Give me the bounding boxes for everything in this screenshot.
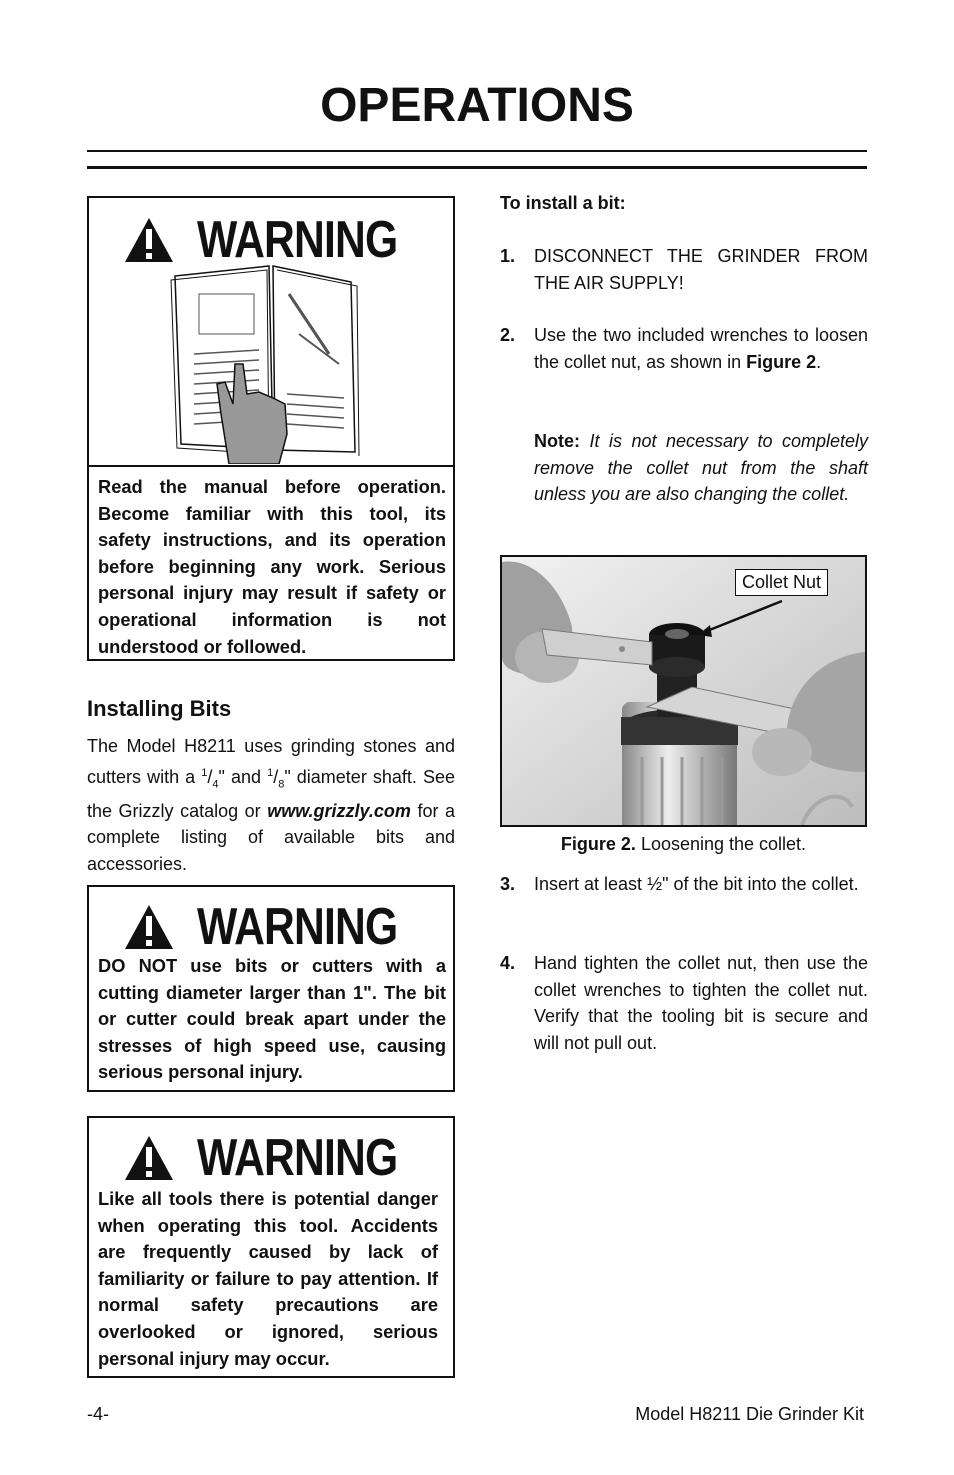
step-item xyxy=(500,243,868,296)
fraction: ½ xyxy=(647,874,663,894)
note-label: Note: xyxy=(534,431,580,451)
step-number: 4. xyxy=(500,953,516,973)
warning-triangle-icon xyxy=(123,903,175,951)
para-text: for a complete listing of available bits and accessories. xyxy=(87,800,455,874)
note-text xyxy=(534,428,868,508)
note-block xyxy=(500,428,868,508)
warning-text: Like all tools there is potential danger when operating this tool. Accidents are frequently caused by lack of familiarity or failure to pay attention. If normal safety precautions are overlooked or ignored, serious personal injury may occur. xyxy=(98,1188,438,1369)
collet-wrenches-photo xyxy=(502,557,865,825)
figure-reference: Figure 2 xyxy=(746,351,817,372)
section-heading: Installing Bits xyxy=(87,696,232,721)
para-text: The Model H8211 uses grinding stones and cutters with a xyxy=(87,736,455,787)
warning-header xyxy=(89,899,453,955)
collet-nut-callout: Collet Nut xyxy=(735,569,828,596)
step-number: 1. xyxy=(500,246,516,266)
manual-reading-icon xyxy=(169,264,379,464)
warning-divider xyxy=(89,465,453,467)
warning-header xyxy=(89,212,453,268)
warning-header xyxy=(89,1130,453,1186)
step-number: 2. xyxy=(500,325,516,345)
warning-text: Read the manual before operation. Become familiar with this tool, its safety instructions, and its operation before beginning any work. Serious personal injury may result if safety or operational information is not understood or followed. xyxy=(98,476,446,657)
figure-caption xyxy=(500,831,867,858)
warning-triangle-icon xyxy=(123,216,175,264)
model-footer: Model H8211 Die Grinder Kit xyxy=(635,1404,864,1424)
warning-word: WARNING xyxy=(196,898,398,956)
caption-label: Figure 2. xyxy=(560,834,636,854)
warning-word: WARNING xyxy=(196,1129,398,1187)
installing-bits-paragraph: The Model H8211 uses grinding stones and cutters with a $^1/_4$" and $^1/_8$" diameter shaft. See the Grizzly catalog or www.grizzly.com for a complete listing of available bits and accessories. xyxy=(87,736,455,874)
figure-2-photo xyxy=(500,555,867,827)
warning-text: DO NOT use bits or cutters with a cutting diameter larger than 1". The bit or cutter could break apart under the stresses of high speed use, causing serious personal injury. xyxy=(98,955,446,1083)
page-number: -4- xyxy=(87,1404,109,1424)
install-bit-heading: To install a bit: xyxy=(500,193,626,213)
caption-text: Loosening the collet. xyxy=(635,834,807,854)
para-text: " diameter shaft. See the Grizzly catalog or xyxy=(87,766,455,821)
warning-box-general xyxy=(87,1116,455,1378)
fraction-numerator: 1 xyxy=(267,766,274,779)
step-text: Hand tighten the collet nut, then use the collet wrenches to tighten the collet nut. Verify that the tooling bit is secure and will not pull out. xyxy=(534,953,868,1053)
title-rule-top xyxy=(87,150,867,152)
step-text xyxy=(534,871,868,898)
step-text-part: Use the two included wrenches to loosen the collet nut, as shown in xyxy=(534,325,868,372)
page-title: OPERATIONS xyxy=(320,79,634,132)
step-item xyxy=(500,950,868,1056)
warning-box-manual xyxy=(87,196,455,661)
warning-word: WARNING xyxy=(196,211,398,269)
title-rule-bottom xyxy=(87,166,867,169)
warning-triangle-icon xyxy=(123,1134,175,1182)
step-text-part: Insert at least xyxy=(534,874,648,894)
step-text-part: " of the bit into the collet. xyxy=(662,874,859,894)
fraction-denominator: 8 xyxy=(278,778,285,791)
warning-box-bit-size xyxy=(87,885,455,1092)
step-item xyxy=(500,322,868,375)
para-text: " and xyxy=(218,766,268,787)
step-item xyxy=(500,871,868,898)
fraction-numerator: 1 xyxy=(201,766,208,779)
fraction-denominator: 4 xyxy=(212,778,219,791)
step-text-part: . xyxy=(816,351,822,372)
step-text: DISCONNECT THE GRINDER FROM THE AIR SUPPLY! xyxy=(534,246,868,293)
step-number: 3. xyxy=(500,874,516,894)
note-body: It is not necessary to completely remove the collet nut from the shaft unless you are also changing the collet. xyxy=(534,431,868,504)
website-link[interactable]: www.grizzly.com xyxy=(267,800,411,821)
step-text xyxy=(534,322,868,375)
